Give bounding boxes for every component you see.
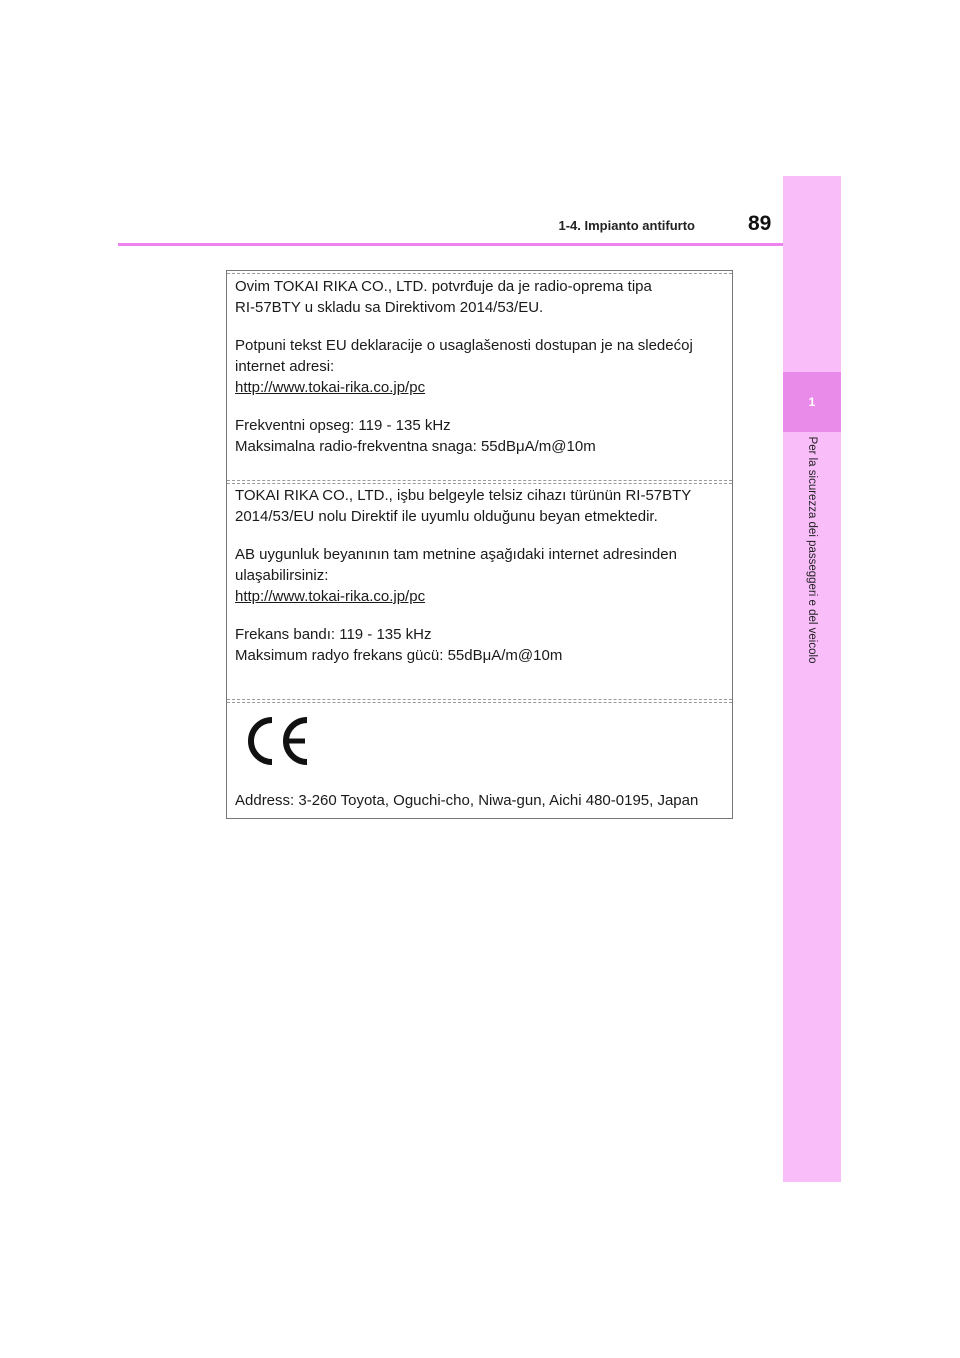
text-line: Ovim TOKAI RIKA CO., LTD. potvrđuje da je radio-oprema tipa [235, 278, 652, 295]
text-line: ulaşabilirsiniz: [235, 567, 329, 584]
chapter-number: 1 [808, 395, 816, 409]
declaration-link[interactable]: http://www.tokai-rika.co.jp/pc [235, 588, 426, 605]
sidebar-strip [783, 176, 841, 1182]
divider [227, 699, 732, 700]
text-line: RI-57BTY u skladu sa Direktivom 2014/53/EU. [235, 299, 544, 316]
max-power: Maksimalna radio-frekventna snaga: 55dBμA/m@10m [235, 438, 596, 455]
serbian-declaration [235, 276, 724, 457]
chapter-tab[interactable] [783, 372, 841, 432]
declaration-box [226, 270, 733, 819]
turkish-declaration [235, 485, 724, 666]
divider [227, 483, 732, 484]
page-number: 89 [748, 212, 772, 235]
text-line: Potpuni tekst EU deklaracije o usaglašenosti dostupan je na sledećoj [235, 337, 693, 354]
chapter-title: Per la sicurezza dei passeggeri e del veicolo [806, 436, 818, 664]
text-line: AB uygunluk beyanının tam metnine aşağıdaki internet adresinden [235, 546, 677, 563]
manufacturer-address: Address: 3-260 Toyota, Oguchi-cho, Niwa-gun, Aichi 480-0195, Japan [235, 792, 699, 809]
divider [227, 480, 732, 481]
section-title: 1-4. Impianto antifurto [558, 218, 695, 233]
divider [227, 273, 732, 274]
max-power: Maksimum radyo frekans gücü: 55dBμA/m@10m [235, 647, 563, 664]
text-line: TOKAI RIKA CO., LTD., işbu belgeyle telsiz cihazı türünün RI-57BTY [235, 487, 692, 504]
text-line: internet adresi: [235, 358, 335, 375]
frequency-band: Frekans bandı: 119 - 135 kHz [235, 626, 432, 643]
header-rule [118, 243, 783, 246]
declaration-link[interactable]: http://www.tokai-rika.co.jp/pc [235, 379, 426, 396]
text-line: 2014/53/EU nolu Direktif ile uyumlu olduğunu beyan etmektedir. [235, 508, 658, 525]
ce-mark-icon [243, 715, 315, 767]
frequency-band: Frekventni opseg: 119 - 135 kHz [235, 417, 451, 434]
divider [227, 702, 732, 703]
